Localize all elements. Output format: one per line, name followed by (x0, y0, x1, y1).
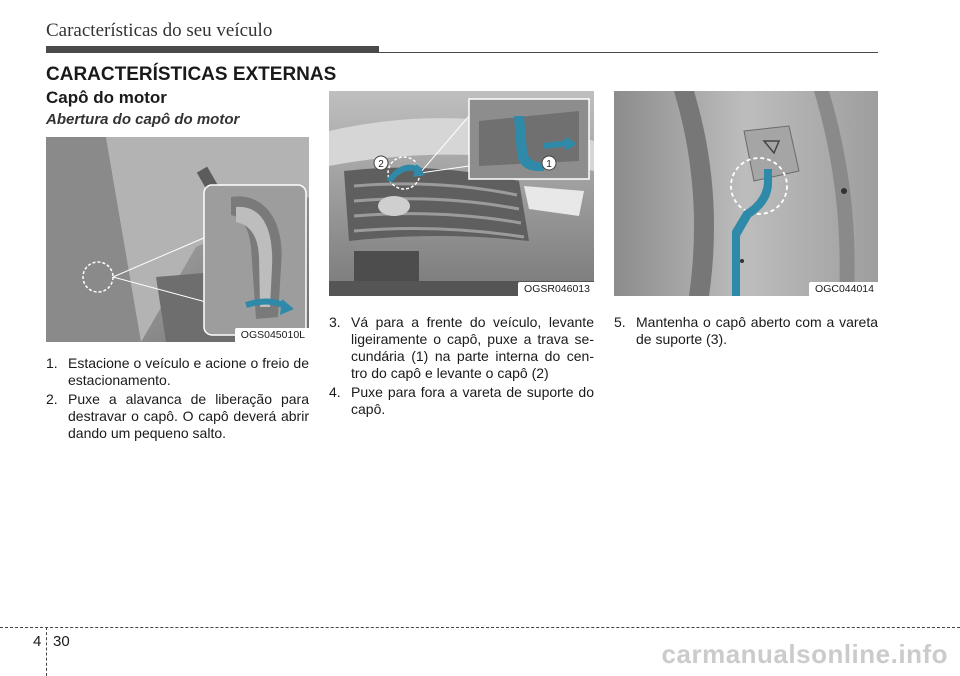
step-number: 1. (46, 355, 58, 371)
hood-release-lever-icon (46, 137, 309, 342)
footer-divider (46, 627, 47, 676)
callout-1: 1 (546, 159, 552, 170)
list-item (614, 314, 878, 348)
figure-code: OGS045010L (235, 328, 309, 342)
step-text: Puxe a alavanca de liberação para destravar o capô. O capô deverá abrir dando um pequeno salto. (68, 391, 309, 441)
section-number: 4 (33, 633, 42, 650)
step-text: Mantenha o capô aberto com a vareta de suporte (3). (636, 314, 878, 347)
figure-support-rod (614, 91, 878, 296)
steps-list-col1 (46, 355, 309, 444)
step-text: Vá para a frente do veículo, levante ligeiramente o capô, puxe a trava se-cundária (1) na parte interna do cen-tro do capô e levante o capô (2) (351, 314, 594, 381)
figure-code: OGSR046013 (518, 282, 594, 296)
page-number: 30 (53, 633, 70, 650)
subsection-title: Capô do motor (46, 88, 167, 107)
figure-code: OGC044014 (809, 282, 878, 296)
step-number: 3. (329, 314, 341, 330)
hood-support-rod-icon (614, 91, 878, 296)
steps-list-col2 (329, 314, 594, 420)
watermark: carmanualsonline.info (661, 639, 948, 669)
step-text: Estacione o veículo e acione o freio de estacionamento. (68, 355, 309, 388)
list-item (46, 391, 309, 442)
step-number: 5. (614, 314, 626, 330)
footer-rule (0, 627, 960, 628)
figure-hood-release (46, 137, 309, 342)
list-item (329, 384, 594, 418)
header-bar (46, 46, 379, 53)
list-item (46, 355, 309, 389)
steps-list-col3 (614, 314, 878, 350)
step-number: 2. (46, 391, 58, 407)
subsubsection-title: Abertura do capô do motor (46, 111, 240, 128)
callout-2: 2 (378, 159, 384, 170)
step-number: 4. (329, 384, 341, 400)
section-title: CARACTERÍSTICAS EXTERNAS (46, 64, 337, 85)
hood-safety-catch-icon (329, 91, 594, 296)
step-text: Puxe para fora a vareta de suporte do capô. (351, 384, 594, 417)
header-title: Características do seu veículo (46, 20, 273, 41)
list-item (329, 314, 594, 382)
header-rule (379, 52, 878, 53)
figure-hood-catch (329, 91, 594, 296)
